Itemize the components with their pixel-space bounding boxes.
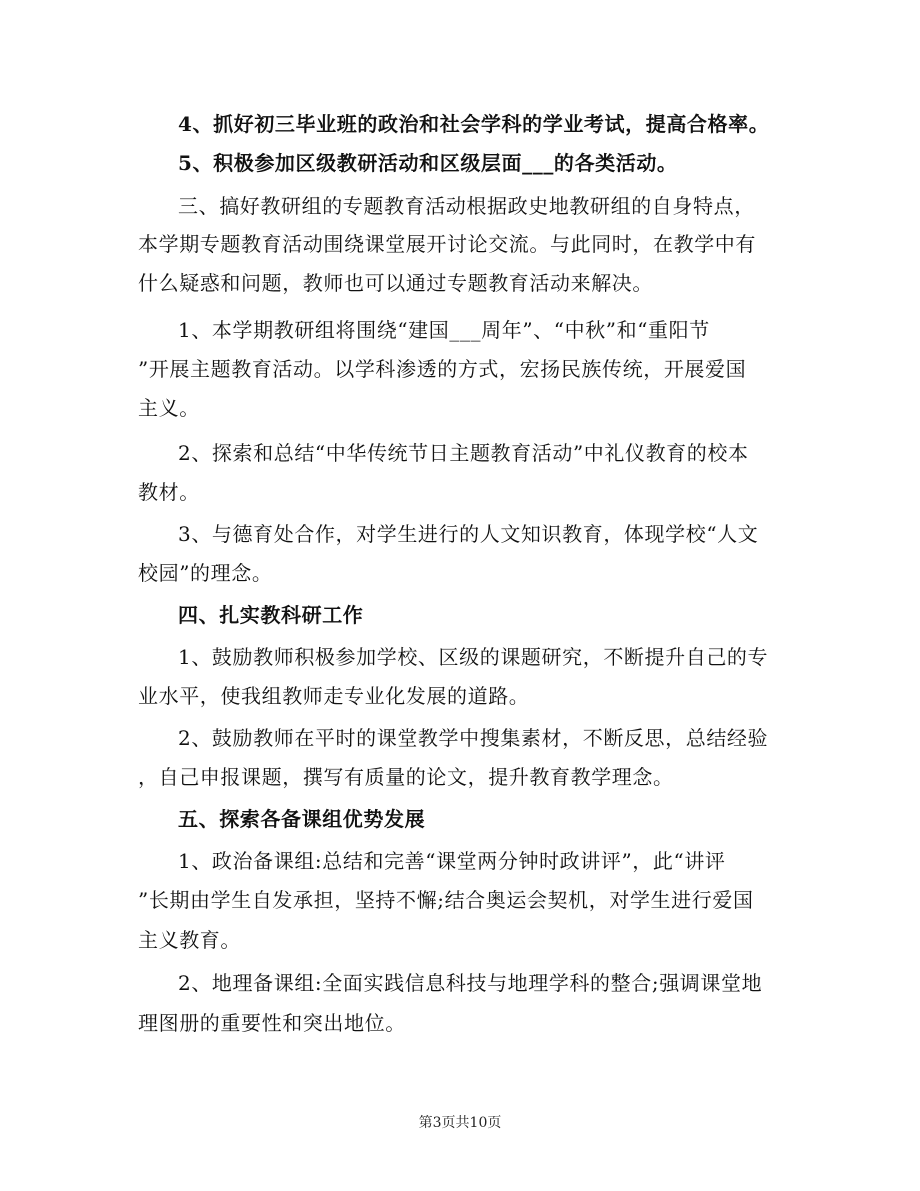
paragraph-line: ”长期由学生自发承担，坚持不懈;结合奥运会契机，对学生进行爱国 — [138, 888, 754, 912]
paragraph-line: 主义教育。 — [138, 928, 241, 952]
page-number: 第3页共10页 — [418, 1115, 502, 1131]
paragraph-line: 教材。 — [138, 480, 200, 504]
section-heading: 四、扎实教科研工作 — [178, 603, 364, 627]
paragraph-line: 2、鼓励教师在平时的课堂教学中搜集素材，不断反思，总结经验 — [178, 726, 769, 750]
paragraph-line: 1、本学期教研组将围绕“建国___周年”、“中秋”和“重阳节 — [178, 318, 710, 342]
paragraph-line: 3、与德育处合作，对学生进行的人文知识教育，体现学校“人文 — [178, 522, 759, 546]
paragraph-line: 4、抓好初三毕业班的政治和社会学科的学业考试，提高合格率。 — [178, 112, 770, 136]
paragraph-line: ”开展主题教育活动。以学科渗透的方式，宏扬民族传统，开展爱国 — [138, 357, 747, 381]
paragraph-line: 1、政治备课组:总结和完善“课堂两分钟时政讲评”，此“讲评 — [178, 849, 726, 873]
paragraph-line: 2、探索和总结“中华传统节日主题教育活动”中礼仪教育的校本 — [178, 441, 749, 465]
paragraph-line: 5、积极参加区级教研活动和区级层面___的各类活动。 — [178, 151, 678, 175]
paragraph-line: 业水平，使我组教师走专业化发展的道路。 — [138, 684, 530, 708]
paragraph-line: 校园”的理念。 — [138, 561, 273, 585]
paragraph-line: 本学期专题教育活动围绕课堂展开讨论交流。与此同时，在教学中有 — [138, 232, 756, 256]
paragraph-line: 主义。 — [138, 396, 200, 420]
paragraph-line: 2、地理备课组:全面实践信息科技与地理学科的整合;强调课堂地 — [178, 971, 763, 995]
section-heading: 五、探索各备课组优势发展 — [178, 807, 426, 831]
paragraph-line: 三、搞好教研组的专题教育活动根据政史地教研组的自身特点， — [178, 194, 755, 218]
paragraph-line: 什么疑惑和问题，教师也可以通过专题教育活动来解决。 — [138, 271, 653, 295]
paragraph-line: ，自己申报课题，撰写有质量的论文，提升教育教学理念。 — [138, 765, 674, 789]
paragraph-line: 1、鼓励教师积极参加学校、区级的课题研究，不断提升自己的专 — [178, 645, 769, 669]
paragraph-line: 理图册的重要性和突出地位。 — [138, 1011, 406, 1035]
